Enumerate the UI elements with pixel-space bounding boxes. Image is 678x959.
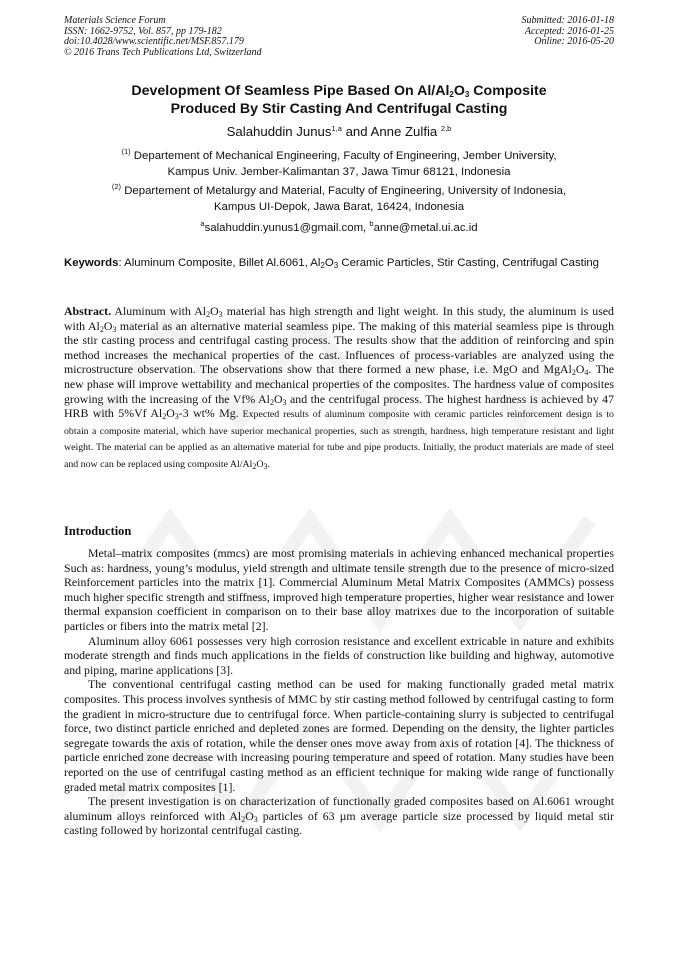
introduction-heading: Introduction: [64, 524, 132, 538]
journal-info: [64, 16, 262, 58]
intro-paragraph-1: Metal–matrix composites (mmcs) are most promising materials in achieving enhanced mechanical properties Such as: hardness, young’s modulus, yield strength and ultimate tensile strength due to the presence of micro-sized Reinforcement particles into the matrix [1]. Commercial Aluminum Metal Matrix Composites (AMMCs) possess much higher specific strength and stiffness, improved high temperature properties, higher wear resistance and lower thermal expansion coefficient in comparison on to their base alloy matrixes due to the incorporation of suitable particles or fibers into the matrix metal [2].: [64, 546, 614, 633]
author-emails: $^a$salahuddin.yunus1@gmail.com, $^b$anne@metal.ui.ac.id: [200, 219, 478, 234]
author-list: Salahuddin Junus$^{1,a}$ and Anne Zulfia $^{2,b}$: [226, 124, 452, 139]
abstract: Abstract. Aluminum with $Al_2O_3$ material has high strength and light weight. In this study, the aluminum is used with $Al_2O_3$ material as an alternative material seamless pipe. The making of this material seamless pipe is through the stir casting process and centrifugal casting process. The results show that the addition of reinforcing and spin method increases the mechanical properties of the cast. Influences of process-variables are analyzed using the microstructure observation. The observations show that there formed a new phase, i.e. MgO and $MgAl_2O_4$. The new phase will improve wettability and mechanical properties of the composites. The hardness value of composites growing with the increasing of the Vf% $Al_2O_3$ and the centrifugal process. The highest hardness is achieved by 47 HRB with 5%Vf $Al_2O_3-3$ wt% Mg. Expected results of aluminum composite with ceramic particles reinforcement design is to obtain a composite material, which have superior mechanical properties, such as strength, hardness, high temperature resistant and light weight. The material can be applied as an alternative material for tube and pipe products. Initially, the product materials are made of steel and now can be replaced using composite $Al/Al_2O_3$.: [64, 304, 615, 471]
affiliation-1: $^{(1)}$ Departement of Mechanical Engineering, Faculty of Engineering, Jember University, Kampus Univ. Jember-Kalimantan 37, Jawa Timur 68121, Indonesia: [121, 147, 557, 178]
author-2: and Anne Zulfia: [341, 124, 441, 139]
journal-name: Materials Science Forum: [64, 15, 166, 26]
doi-line: doi:10.4028/www.scientific.net/MSF.857.179: [64, 36, 244, 48]
abstract-label: Abstract.: [64, 304, 112, 318]
email-a: salahuddin.yunus1@gmail.com,: [204, 222, 370, 234]
paper-title: Development Of Seamless Pipe Based On $Al/Al_2O_3$ Composite Produced By Stir Casting And Centrifugal Casting: [131, 83, 547, 117]
intro-paragraph-3: The conventional centrifugal casting method can be used for making functionally graded metal matrix composites. This process involves synthesis of MMC by stir casting method followed by centrifugal casting to form the gradient in micro-structure due to centrifugal force. When particle-containing slurry is subjected to centrifugal force, two distinct particle enriched and depleted zones are formed. Depending on the density, the lighter particles segregate towards the axis of rotation, while the denser ones move away from axis of rotation [4]. The thickness of particle enriched zone decrease with increasing pouring temperature and speed of rotation. Many studies have been reported on the use of centrifugal casting method as an efficient technique for making wide range of functionally graded metal matrix composites [1].: [64, 677, 614, 794]
submission-dates: [522, 16, 615, 48]
copyright-line: © 2016 Trans Tech Publications Ltd, Switzerland: [64, 46, 262, 58]
accepted-date: Accepted: 2016-01-25: [524, 25, 614, 37]
online-date: Online: 2016-05-20: [534, 36, 614, 48]
affiliation-2: $^{(2)}$ Departement of Metalurgy and Material, Faculty of Engineering, University of Indonesia, Kampus UI-Depok, Jawa Barat, 16424, Indonesia: [111, 182, 567, 213]
keywords: Keywords: Aluminum Composite, Billet Al.6061, $Al_2O_3$ Ceramic Particles, Stir Casting, Centrifugal Casting: [64, 257, 600, 270]
submitted-date: Submitted: 2016-01-18: [521, 15, 614, 26]
email-b: anne@metal.ui.ac.id: [373, 222, 478, 234]
introduction-body: [64, 546, 614, 838]
abstract-small-text: Expected results of aluminum composite with ceramic particles reinforcement design is to obtain a composite material, which have superior mechanical properties, such as strength, hardness, high temperature resistant and light weight. The material can be applied as an alternative material for tube and pipe products. Initially, the product materials are made of steel and now can be replaced using composite $Al/Al_2O_3$.: [64, 409, 614, 471]
keywords-label: Keywords: [64, 257, 119, 269]
intro-paragraph-4: The present investigation is on characterization of functionally graded composites based on Al.6061 wrought aluminum alloys reinforced with $Al_2O_3$ particles of 63 µm average particle size processed by liquid metal stir casting followed by horizontal centrifugal casting.: [64, 794, 614, 838]
author-1: Salahuddin Junus: [226, 124, 332, 139]
intro-paragraph-2: Aluminum alloy 6061 possesses very high corrosion resistance and excellent extricable in nature and exhibits moderate strength and finds much applications in the fields of construction like building and highway, automotive and piping, marine applications [3].: [64, 633, 614, 677]
issn-line: ISSN: 1662-9752, Vol. 857, pp 179-182: [64, 25, 222, 37]
